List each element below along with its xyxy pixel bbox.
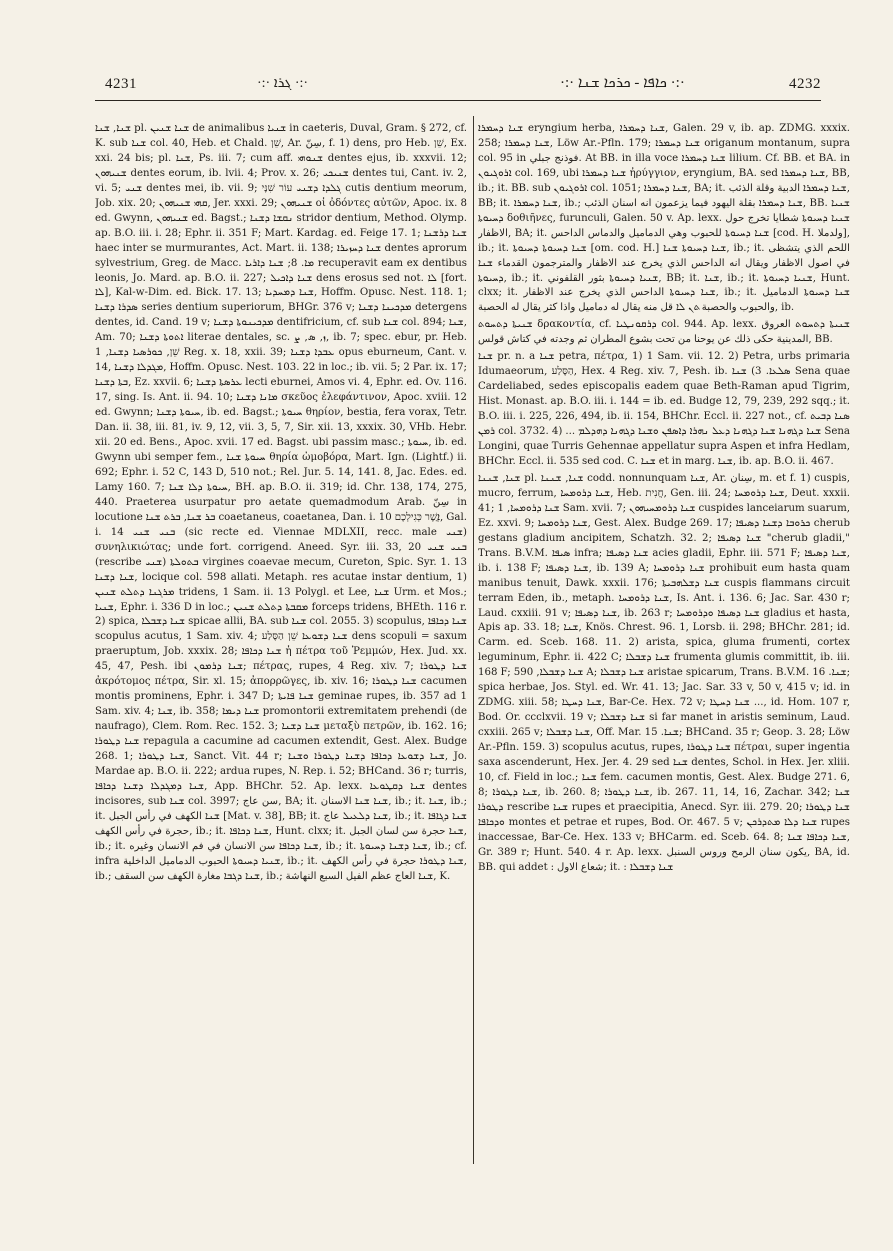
entry-sena-petra: ܫܢܐ pr. n. a ܫܢܐ petra, πέτρα, 1) 1 Sam. vii. 12. 2) Petra, urbs primaria Idumaeorum, הַסֶּלַע, Hex. 4 Reg. xiv. 7, Pesh. ib. ܣܠܥܐ. 3) ܫܢܐ Sena quae Cardeliabed, sedes episcopalis eadem quae Beth-Raman apud Tigrim, Hist. Monast. ap. B.O. iii. i. 144 = ib. ed. Budge 12, 79, 239, 292 sqq.; it. B.O. iii. i. 225, 226, 494, ib. ii. 154, BHChr. Eccl. ii. 227 not., cf. ܣܢܐ ܕܒܝܬ ܪܡܢ col. 3732. 4) ... ܫܢܐ ܕܓܗܢܐ ܫܢܐ ܕܓܗܢܐ ܕܥܠ ܢܗܪܐ ܕܐܣܦܢ ܘܫܢܐ ܕܓܗܢܐ ܕܗܕܠܡ Sena Longini, quae Turris Gehennae appellatur supra Aspen et infra Hedlam, BHChr. Eccl. ii. 535 sed cod. C. ܫܢܐ et in marg. ܫܢܐ, ib. ap. B.O. ii. 467. — [478, 351, 850, 467]
page-number-right: 4232 — [789, 76, 821, 92]
column-divider — [473, 116, 474, 1164]
left-column — [95, 122, 467, 1172]
entry-eryngium: ܫܢܐ ܕܚܡܪܐ eryngium herba, ܫܢܐ ܕܚܡܪܐ, Galen. 29 v, ib. ap. ZDMG. xxxix. 258; ܫܢܐ ܕܚܡܪܐ, Löw Ar.-Pfln. 179; ܫܢܐ ܕܚܡܪܐ origanum montanum, supra col. 95 in فوذنج جبلي. At BB. in illa voce ܫܢܐ ܕܚܡܪܐ lilium. Cf. BB. et BA. in ܐܪܘܓܝܘܢ col. 169, ubi ܫܢܐ ܕܚܡܪܐ ἠρύγγιον, eryngium, BA. sed ܫܢܐ ܕܚܡܪܐ, BB, ib.; it. BB. sub ܐܪܘܓܝܘܢ col. 1051; ܫܢܐ ܕܚܡܪܐ, BA; it. ܫܢܐ ܕܚܡܪܐ الدبية وقلة الذئب, BB; it. ܫܢܐ ܕܚܡܪܐ, ib.; ܫܢܐ ܕܚܡܪܐ بقلة اليهود فيما يزعمون انه اسنان الذئب, BB. ܫܢܝܐ ܕܚܝܘܬܐ δοθιῆνες, furunculi, Galen. 50 v. Ap. lexx. ܫܢܝܐ ܕܚܝܘܬܐ شطايا تخرج حول الاظفار, BA; it. ܫܢܐ ܕܚܝܘܬܐ للحبوب وهي الدماميل والدماس الداحس [cod. H. ولدملا], ib.; it. ܫܢܐ ܕܚܝܘܬܐ ܕܚܝܘܬܐ [om. cod. H.] ܫܢܐ ܕܚܝܘܬܐ ܫܢܐ, ib.; it. اللحم الذي يتشظى في اصول الاظفار ويقال انه الداحس الذي يخرج عند الاظفار والمترجمون القدماء ܫܢܐ ܕܚܝܘܬܐ, ib.; it. ܫܢܝܐ ܕܚܝܘܬܐ بثور القلفوني, BB; it. ܫܢܐ, ib.; it. ܫܢܝܐ ܕܚܝܘܬܐ, Hunt. clxx; it. ܫܢܐ ܕܚܝܘܬܐ الداحس الذي يخرج عند الاظفار, ib.; it. ܫܢܐ ܕܚܝܘܬܐ الدماميل والحبوب والحصبة ܬܢ ܠܐ قل منه يقال له دماميل واذا كثر يقال له الحصبة, ib. — [478, 123, 850, 314]
entry-dracontia: ܫܢܝܬܐ ܕܬܚܘܬ δρακοντία, cf. ܕܪܩܘܢܛܝܐ col. 944. Ap. lexx. ܫܢܝܬܐ ܕܬܚܘܬ العروق المدينية حكى ذلك عن يوحنا من تحت بشوع المطران ثم وجدته في كتاش قولس, BB. — [478, 319, 850, 346]
header-rule — [95, 100, 821, 101]
entry-shenna-dens: ܫܢܐ, ܫܢܐ pl. ܫܢܐ ܫܢܝܢ de animalibus ܫܢܝܐ in caeteris, Duval, Gram. § 272, cf. K. sub ܫܢܐ col. 40, Heb. et Chald. שֵׁן, Ar. سِنّ, f. 1) dens, pro Heb. שֵׁן, Ex. xxi. 24 bis; pl. ܫܢܐ, Ps. iii. 7; cum aff. ܫܢܘܗܝ dentes ejus, ib. xxxvii. 12; ܫܢܝܗܘܢ dentes eorum, ib. lvii. 4; Prov. x. 26; ܫܢܝܟܝ dentes tui, Cant. iv. 2, vi. 5; ܫܢܝ dentes mei, ib. vii. 9; ܓܠܕܐ ܕܫܢܝ עוֹר שִׁנָּי cutis dentium meorum, Job. xix. 20; ܩܗܝ ܫܢܝܗܘܢ, Jer. xxxi. 29; ܫܢܝܗܘܢ οἱ ὀδόντες αὐτῶν, Apoc. ix. 8 ed. Gwynn, ܫܢܝܗܘܢ ed. Bagst.; ܢܩܫܐ ܕܫܢܐ stridor dentium, Method. Olymp. ap. B.O. iii. i. 28; Ephr. ii. 351 F; Mart. Kardag. ed. Feige 17. 1; ܫܢܐ ܕܪܫܢܐ haec inter se murmurantes, Act. Mart. ii. 138; ܫܢܐ ܕܚܙܝܪܐ dentes aprorum sylvestrium, Greg. de Macc. ܡܐ. 8; ܫܢܐ ܕܐܪܝܐ recuperavit eam ex dentibus leonis, Jo. Mard. ap. B.O. ii. 227; ܫܢܐ ܕܐܟܝܠ dens erosus sed not. ܠܐ [fort. ܠܐ], Kal-w-Dim. ed. Bick. 17. 13; ܫܢܐ ܕܡܚܕܝܐ, Hoffm. Opusc. Nest. 118. 1; ܣܕܪܐ ܕܫܢܐ series dentium superiorum, BHGr. 376 v; ܡܕܟܝܢܐ ܕܫܢܐ detergens dentes, id. Cand. 19 v; ܡܕܟܝܢܘܬܐ ܕܫܢܐ dentifricium, cf. sub ܫܢܐ col. 894; ܫܢܐ, Am. 70; ܐܬܘܬܐ ܕܫܢܐ literae dentales, sc. ܙ, ܣ, ܨ, ib. 7; spec. ebur, pr. Heb. שֵׁן, ܟܘܪܣܝܐ ܕܫܢܐ, 1 Reg. x. 18, xxii. 39; ܥܒܕܐ ܕܫܢܐ opus eburneum, Cant. v. 14, ܡܓܕܠܐ ܕܫܢܐ, Hoffm. Opusc. Nest. 103. 22 in loc.; ib. vii. 5; 2 Par. ix. 17; ܒܬܐ ܕܫܢܐ, Ez. xxvii. 6; ܥܪܣܬܐ ܕܫܢܐ lecti eburnei, Amos vi. 4, Ephr. ed. Ov. 116. 17, sing. Is. Ant. ii. 94. 10; ܡܐܢܐ ܕܫܢܐ σκεῦος ἐλεφάντινον, Apoc. xviii. 12 ed. Gwynn; ܚܝܘܬܐ ܕܫܢܐ, ib. ed. Bagst.; ܚܝܘܬܐ θηρίον, bestia, fera vorax, Tetr. Dan. ii. 38, iii. 81, iv. 9, 12, vii. 3, 5, 7, Sir. xii. 13, xxxix. 30, VHb. Hebr. xii. 20 ed. Bens., Apoc. xvii. 17 ed. Bagst. ubi passim masc.; ܚܝܘܬܐ, ib. ed. Gwynn ubi semper fem., ܚܝܘܬܐ ܫܢܐ θηρία ὠμοβόρα, Mart. Ign. (Lightf.) ii. 692; Ephr. i. 52 C, 143 D, 510 not.; Rel. Jur. 5. 14, 141. 8, Jac. Edes. ed. Lamy 160. 7; ܚܝܘܬܐ ܕܠܐ ܫܢܐ, BH. ap. B.O. ii. 319; id. Chr. 138, 174, 275, 440. Praeterea usurpatur pro aetate quemadmodum Arab. سِنّ in locutione ܒܪ ܫܢܐ, ܒܪܬ ܫܢܐ coaetaneus, coaetanea, Dan. i. 10 ܐֲשֶׁר כְּגִילְכֶם, Gal. i. 14 ܒܢܝ ܫܢܝ (sic recte ed. Viennae MDLXII, recc. male ܫܢܝ) συνηλικιώτας; unde fort. corrigend. Aneed. Syr. iii. 33, 20 ܒܢܝ ܫܢܝ (rescribe ܫܢܝ) ܒܬܘܠܬܐ virgines coaevae mecum, Cureton, Spic. Syr. 1. 13 ܫܢܐ ܕܫܢܐ, locique col. 598 allati. Metaph. res acutae instar dentium, 1) ܡܪܓܢܐ ܕܬܠܬ ܫܢܝܢ tridens, 1 Sam. ii. 13 Polygl. et Lee, ܫܢܐ Urm. et Mos.; ܫܢܝܐ, Ephr. i. 336 D in loc.; ܡܩܒܬܐ ܕܬܠܬ ܫܢܝܢ forceps tridens, BHEth. 116 r. 2) spica, ܫܢܐ ܕܫܒܠܐ spicae allii, BA. sub ܫܢܐ col. 2055. 3) scopulus, ܫܢܐ ܕܟܐܦܐ scopulus acutus, 1 Sam. xiv. 4; ܫܢܐ ܕܫܘܥܐ שֵׁן הַסֶּלַע dens scopuli = saxum praeruptum, Job. xxxix. 28; ܫܢܐ ܕܟܐܦܐ ἡ πέτρα τοῦ Ῥεμμών, Hex. Jud. xx. 45, 47, Pesh. ibi ܫܢܐ ܕܪܡܘܢ; πέτρας, rupes, 4 Reg. xiv. 7; ܫܢܐ ܕܛܘܪܐ ἀκρότομος πέτρα, Sir. xl. 15; ἀπορρῶγες, ib. xiv. 16; ܫܢܐ ܕܛܘܪܐ cacumen montis prominens, Ephr. i. 347 D; ܫܢܐ ܦܐܝܬܐ geminae rupes, ib. 357 ad 1 Sam. xiv. 4; ܫܢܐ, ib. 358; ܫܢܐ ܕܝܡܐ promontorii extremitatem prehendi (de naufrago), Clem. Rom. Rec. 152. 3; ܫܢܐ ܕܫܢܐ μεταξὺ πετρῶν, ib. 162. 16; ܫܢܐ ܕܛܘܪܐ repagula a cacumine ad cacumen extendit, Gest. Alex. Budge 268. 1; ܫܢܐ ܕܛܘܪܐ, Sanct. Vit. 44 r; ܫܢܐ ܕܫܘܥܐ ܕܟܐܦܐ ܕܫܢܐ ܕܛܘܪܐ ܘܫܢܐ, Jo. Mardae ap. B.O. ii. 222; ardua rupes, N. Rep. i. 52; BHCand. 36 r; turris, ܫܢܐ ܕܡܓܕܠܐ ܕܫܢܐ ܕܟܐܦܐ, App. BHChr. 52. Ap. lexx. ܫܢܐ ܕܩܛܘܥܐ dentes incisores, sub ܫܢܐ col. 3997; سن عاج, BA; it. ܫܢܐ ܫܢܐ الاسنان, ib.; it. ܫܢܐ, ib.; it. ܫܢܐ الكهف في رأس الجبل [Mat. v. 38], BB; it. ܫܢܐ ܕܠܥܝܠ عاج, ib.; it. ܫܢܐ ܕܓܐܦܐ حجرة في رأس الكهف, ib.; it. ܫܢܐ ܕܟܐܦܐ, Hunt. clxx; it. ܫܢܐ حجرة سن لسان الجبل, ib.; it. ܫܢܐ ܕܟܐܦܐ سن الانسان في فم الانسان وغيره, ib.; it. ܫܢܐ ܕܫܢܐ ܕܚܝܘܬܐ, ib.; cf. infra ܫܢܝܐ ܕܚܝܘܬܐ الحبوب الدماميل الداخلية, ib.; it. ܫܢܐ ܕܛܘܪܐ حجرة في رأس الكهف, ib.; ܫܢܐ ܕܓܒܐ مغارة الكهف سن السقف, ib.; ܫܢܐ العاج عظم الفيل السبع النهاشة, K. — [95, 123, 467, 882]
running-head-right: ·:· ܟܐܦܐ - ܟܪܟܐ ܫܢܐ ·:· — [560, 75, 685, 91]
page-number-left: 4231 — [105, 76, 137, 92]
running-head-left: ·:· ܓܪܐ ·:· — [257, 76, 309, 91]
page-header — [95, 72, 821, 96]
entry-cuspis: ܫܢܐ, ܫܢܢܐ pl. ܫܢܐ, ܫܢܢܐ codd. nonnunquam ܫܢܐ, Ar. سِنان, m. et f. 1) cuspis, mucro, ferrum, ܫܢܐ ܕܪܘܡܚܐ, Heb. חֲנִית, Gen. iii. 24; ܫܢܐ ܕܪܘܡܚܐ, Deut. xxxii. 41; ܫܢܐ ܕܪܘܡܚܐ, 1 Sam. xvii. 7; ܫܢܐ ܕܪܘܡܚܝܗܘܢ cuspides lanceiarum suarum, Ez. xxvi. 9; ܫܢܐ ܕܪܘܡܚܐ, Gest. Alex. Budge 269. 17; ܟܪܘܒܐ ܕܫܢܐ ܕܣܝܦܐ cherub gestans gladium ancipitem, Schatzh. 32. 2; ܫܢܐ ܕܣܝܦܐ "cherub gladii," Trans. B.V.M. ܣܝܦܐ infra; ܫܢܐ ܕܣܝܦܐ acies gladii, Ephr. iii. 571 F; ܫܢܐ ܕܣܝܦܐ, ib. i. 138 F; ܫܢܐ ܕܣܝܦܐ, ib. 139 A; ܫܢܐ ܕܪܘܡܚܐ prohibuit eum hasta quam manibus tenuit, Dawk. xxxii. 176; ܫܢܐ ܕܫܠܗܒܝܬܐ cuspis flammans circuit terram Eden, ib., metaph. ܫܢܐ ܕܪܘܡܚܐ, Is. Ant. i. 136. 6; Jac. Sar. 430 r; Laud. cxxiii. 91 v; ܫܢܐ ܕܣܝܦܐ, ib. 263 r; ܫܢܐ ܕܣܝܦܐ ܘܕܪܘܡܚܐ gladius et hasta, Apis ap. 33. 18; ܫܢܐ, Knös. Chrest. 96. 1, Lorsb. ii. 298; BHChr. 281; id. Carm. ed. Sceb. 168. 11. 2) arista, spica, gluma frumenti, cortex leguminum, Ephr. ii. 422 C; ܫܢܐ ܕܫܒܠܐ frumenta glumis committit, ib. iii. 168 F; ܫܢܐ ܕܫܒܠܐ, 590 A; ܫܢܐ ܕܫܒܠܐ aristae spicarum, Trans. B.V.M. ܫܢܐ. 16; spica herbae, Jos. Styl. ed. Wr. 41. 13; Jac. Sar. 33 v, 50 v, 415 v; id. in ZDMG. xiii. 58; ܫܢܐ ܕܚܛܐ, Bar-Ce. Hex. 72 v; ܫܢܐ ܕܚܛܐ ..., id. Hom. 107 r, Bod. Or. ccclxvii. 19 v; ܫܢܐ ܕܫܒܠܐ si far manet in aristis seminum, Laud. cxxiii. 265 v; ܫܢܐ ܕܫܒܠܐ, Off. Mar. ܫܢܐ. 15; BHCand. 35 r; Geop. 3. 28; Löw Ar.-Pfln. 159. 3) scopulus acutus, rupes, ܫܢܐ ܕܛܘܪܐ πέτραι, super ingentia saxa ascenderunt, Hex. Jer. 4. 29 sed ܫܢܐ dentes, Schol. in Hex. Jer. xliii. 10, cf. Field in loc.; ܫܢܐ fem. cacumen montis, Gest. Alex. Budge 271. 6, 8; ܫܢܐ ܕܛܘܪܐ, ib. 260. 8; ܫܢܐ ܕܛܘܪܐ, ib. 267. 11, 14, 16, Zachar. 342; ܫܢܐ ܕܛܘܪܐ rescribe ܫܢܐ rupes et praecipitia, Anecd. Syr. iii. 279. 20; ܫܢܐ ܕܛܘܪܐ ܘܕܟܐܦܐ montes et petrae et rupes, Bod. Or. 467. 5 v; ܫܢܐ ܕܠܐ ܡܬܕܪܟܢ rupes inaccessae, Bar-Ce. Hex. 133 v; BHCarm. ed. Sceb. 64. 8; ܫܢܐ ܕܟܐܦܐ ܫܢܐ, Gr. 389 r; Hunt. 540. 4 r. Ap. lexx. يكون سنان الرمح وروس السنبل, BA, id. BB. qui addet : شعاع الاول; it. : ܫܢܐ ܕܫܒܠܐ — [478, 472, 850, 873]
right-column — [478, 122, 850, 1172]
